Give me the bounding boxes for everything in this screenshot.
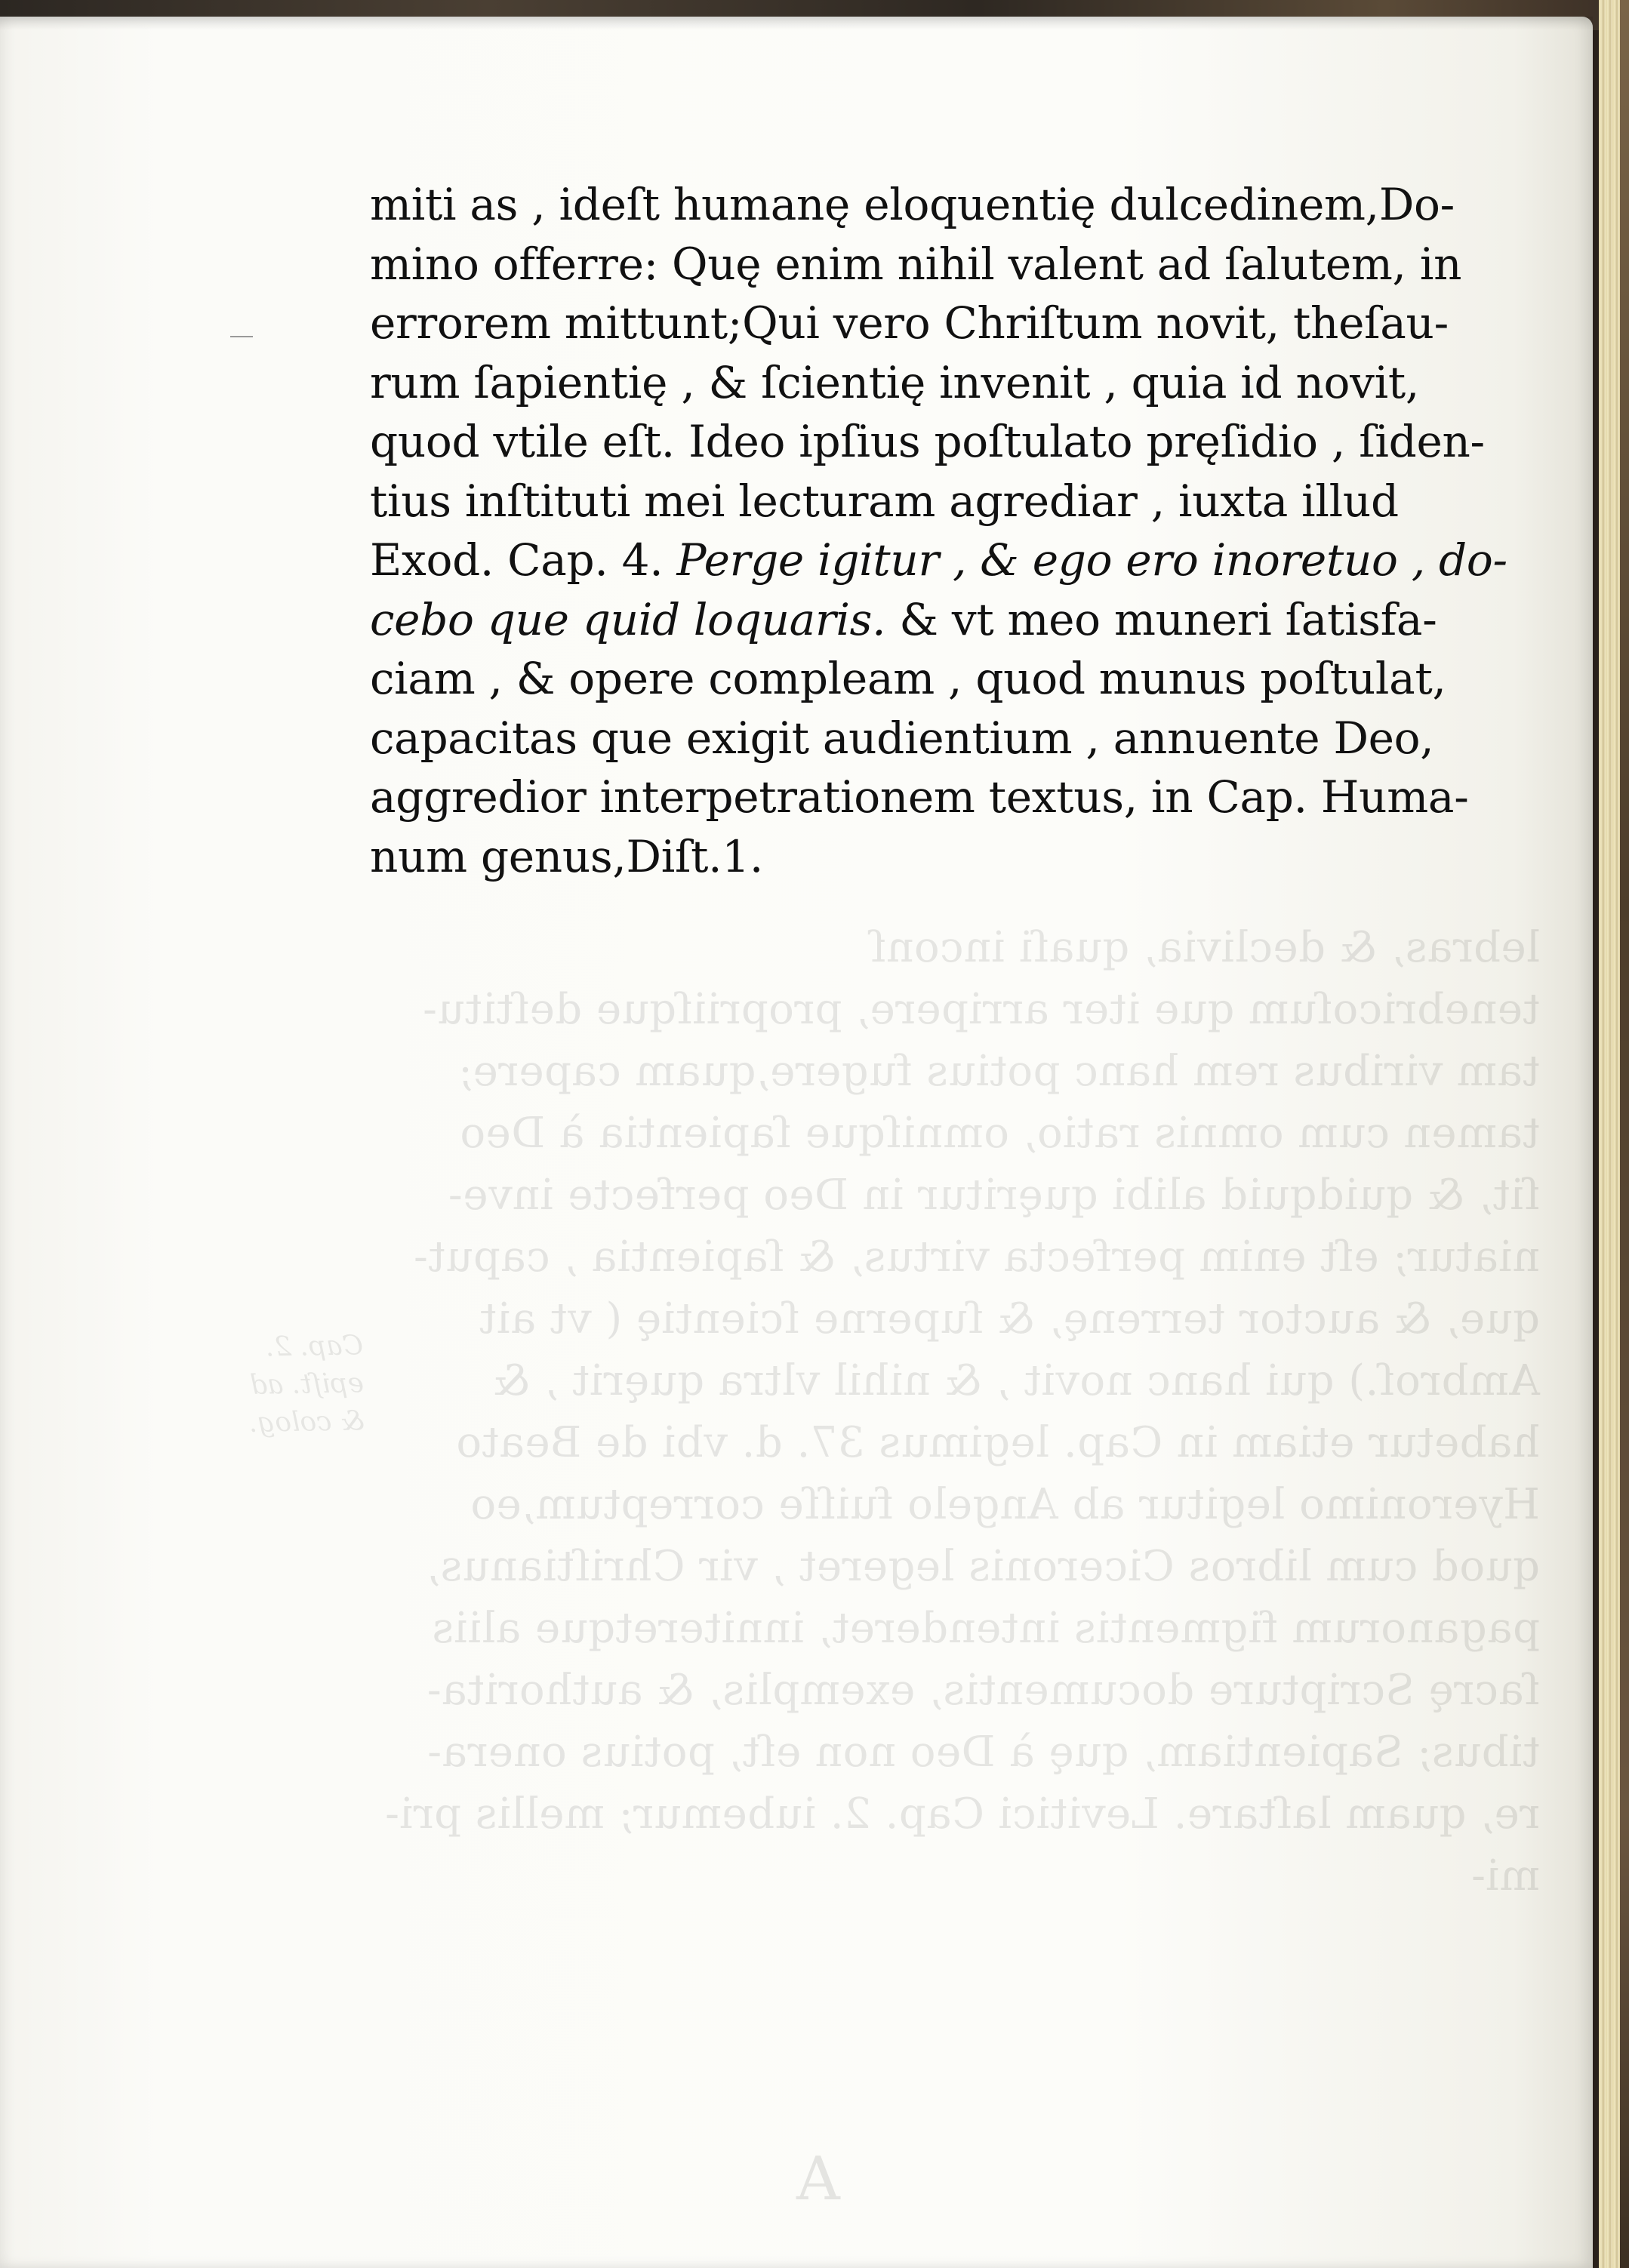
text-line: tius inſtituti mei lecturam agrediar , iuxta illud (370, 475, 1399, 527)
show-through-line: ſacrę Scripture documentis, exemplis, & authorita- (426, 1666, 1540, 1715)
show-through-line: ſit, & quidquid alibi quęritur in Deo perfecte inve- (448, 1171, 1540, 1220)
show-through-margin-note (212, 1327, 365, 1442)
text-line: rum ſapientię , & ſcientię invenit , quia id novit, (370, 356, 1419, 408)
show-through-line: tibus; Sapientiam, quę à Deo non eſt, potius onera- (426, 1728, 1540, 1777)
margin-mark (230, 336, 253, 337)
show-through-line: Hyeronimo legitur ab Angelo fuiſſe correptum,eo (470, 1480, 1540, 1529)
show-through-line: paganorum figmentis intenderet, inniteretque aliis (431, 1604, 1540, 1653)
page-top-shadow (0, 17, 1593, 30)
show-through-margin-line: epiſt. ad (249, 1368, 365, 1401)
show-through-line: lebras, & declivia, quaſi inconſ (870, 923, 1540, 972)
text-line: aggredior interpetrationem textus, in Cap. Huma- (370, 771, 1469, 823)
show-through-margin-line: Cap. 2. (265, 1330, 364, 1363)
text-line: capacitas que exigit audientium , annuente Deo, (370, 712, 1434, 764)
main-text-block (370, 175, 1547, 886)
show-through-line: quod cum libros Ciceronis legeret , vir Chriſtianus, (426, 1542, 1540, 1591)
text-line (370, 531, 1547, 590)
text-line: num genus,Diſt.1. (370, 830, 764, 882)
show-through-line: tamen cum omnis ratio, omniſque ſapientia à Deo (459, 1109, 1540, 1158)
show-through-line: niatur; eſt enim perfecta virtus, & ſapientia , caput- (413, 1232, 1540, 1282)
show-through-line: Ambroſ.) qui hanc novit , & nihil vltra quęrit , & (479, 1356, 1540, 1405)
show-through-line: re, quam laſtare. Levitici Cap. 2. iubemur; mellis pri- (384, 1789, 1540, 1839)
text-line: quod vtile eſt. Ideo ipſius poſtulato pręſidio , ſiden- (370, 416, 1485, 467)
text-line: miti as , ideſt humanę eloquentię dulcedinem,Do- (370, 179, 1455, 230)
text-line (370, 590, 1547, 650)
text-line: ciam , & opere compleam , quod munus poſtulat, (370, 653, 1446, 704)
show-through-margin-line: & colog. (248, 1405, 365, 1439)
text-plain: & vt meo muneri ſatisfa- (885, 593, 1437, 645)
text-line: mino offerre: Quę enim nihil valent ad ſalutem, in (370, 238, 1462, 290)
show-through-line: habetur etiam in Cap. legimus 37. d. vbi de Beato (455, 1418, 1540, 1467)
show-through-line: mi- (1470, 1851, 1540, 1900)
text-italic-quotation: Perge igitur , & ego ero inoretuo , do- (676, 534, 1507, 586)
show-through-line: tam viribus rem hanc potius fugere,quam capere; (457, 1047, 1540, 1096)
text-italic-quotation: cebo que quid loquaris. (370, 593, 886, 645)
show-through-line: tenebricoſum que iter arripere, propriiſque deſtitu- (422, 985, 1540, 1034)
text-line: errorem mittunt;Qui vero Chriſtum novit, theſau- (370, 297, 1449, 349)
text-plain: Exod. Cap. 4. (370, 534, 677, 586)
show-through-text (362, 917, 1540, 1907)
book-cover-edge (1620, 0, 1629, 2268)
show-through-signature-mark: A (796, 2143, 840, 2214)
show-through-line: que, & auctor terrenę, & ſuperne ſcientię ( vt ait (479, 1294, 1540, 1343)
